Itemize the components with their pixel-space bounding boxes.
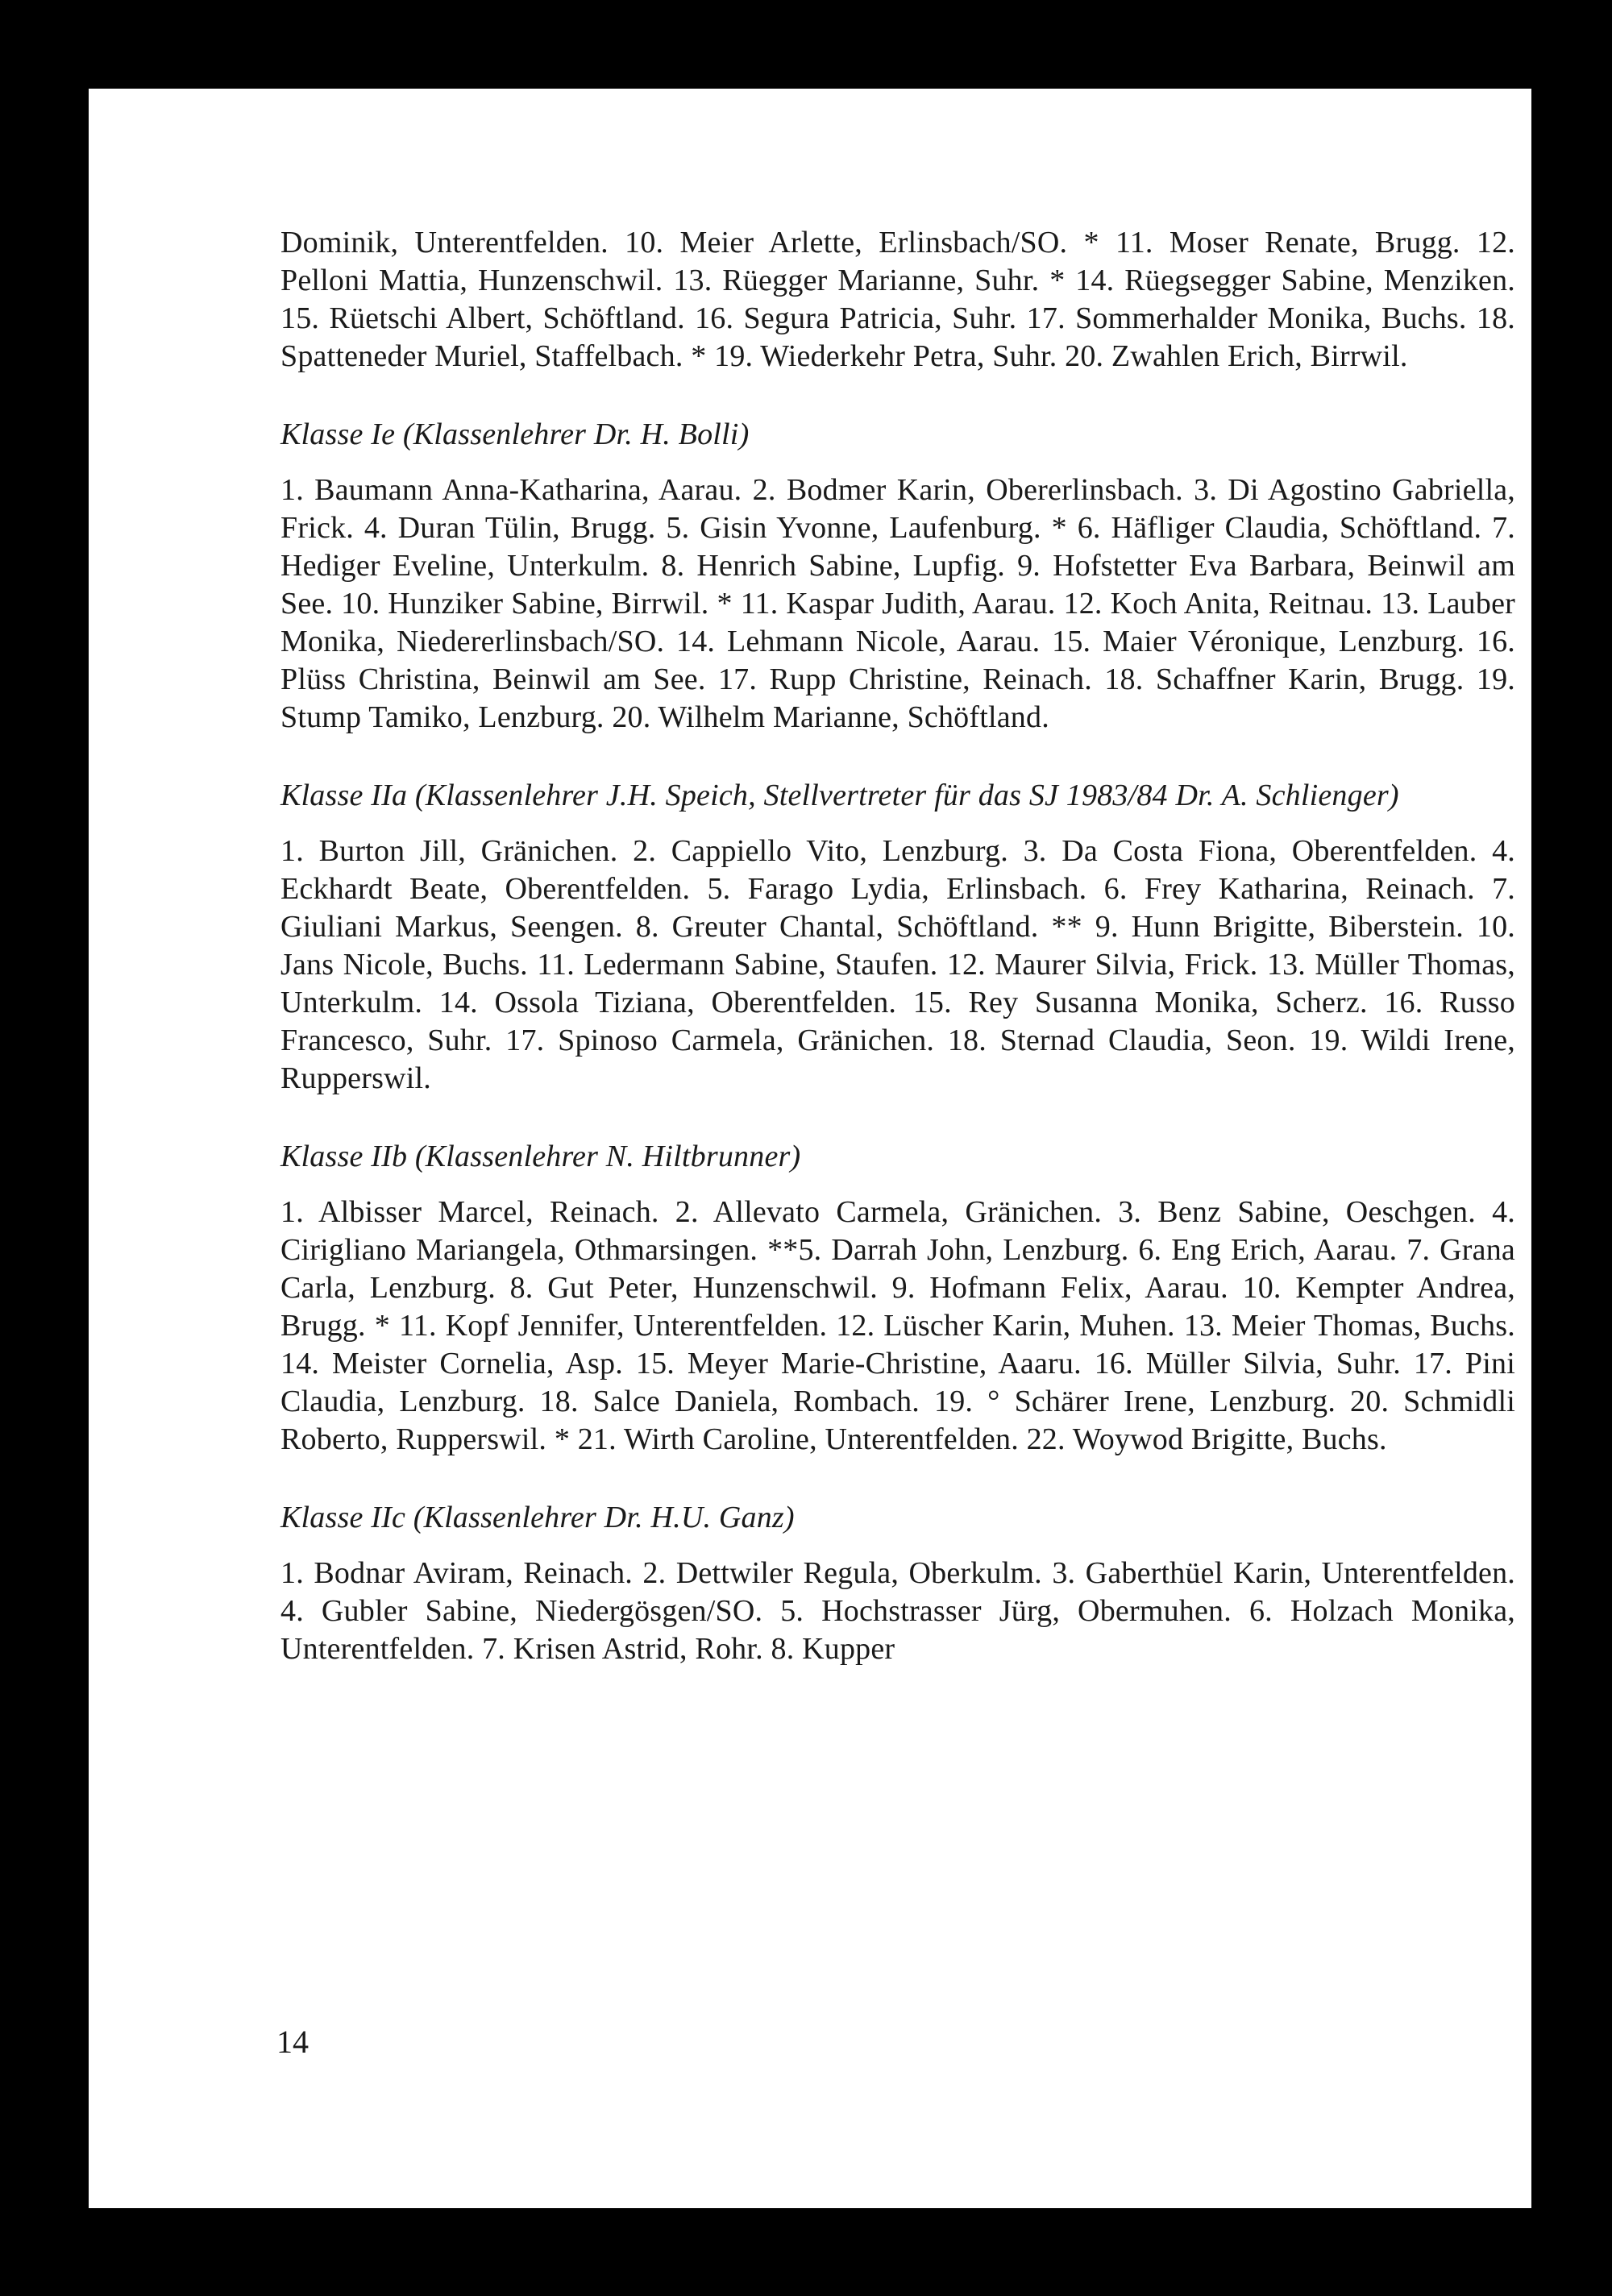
section-klasse-ie: [280, 416, 1515, 737]
page-content: [280, 224, 1515, 1668]
section-klasse-iia: [280, 777, 1515, 1098]
section-heading: Klasse IIb (Klassenlehrer N. Hiltbrunner): [280, 1140, 801, 1173]
intro-paragraph: Dominik, Unterentfelden. 10. Meier Arlette, Erlinsbach/SO. * 11. Moser Renate, Brugg. 12. Pelloni Mattia, Hunzenschwil. 13. Rüegger Marianne, Suhr. * 14. Rüegsegger Sabine, Menziken. 15. Rüetschi Albert, Schöftland. 16. Segura Patricia, Suhr. 17. Sommerhalder Monika, Buchs. 18. Spatteneder Muriel, Staffelbach. * 19. Wiederkehr Petra, Suhr. 20. Zwahlen Erich, Birrwil.: [280, 226, 1515, 373]
page-number: 14: [276, 2024, 309, 2060]
section-heading: Klasse Ie (Klassenlehrer Dr. H. Bolli): [280, 417, 750, 451]
section-paragraph: 1. Baumann Anna-Katharina, Aarau. 2. Bodmer Karin, Obererlinsbach. 3. Di Agostino Gabriella, Frick. 4. Duran Tülin, Brugg. 5. Gisin Yvonne, Laufenburg. * 6. Häfliger Claudia, Schöftland. 7. Hediger Eveline, Unterkulm. 8. Henrich Sabine, Lupfig. 9. Hofstetter Eva Barbara, Beinwil am See. 10. Hunziker Sabine, Birrwil. * 11. Kaspar Judith, Aarau. 12. Koch Anita, Reitnau. 13. Lauber Monika, Niedererlinsbach/SO. 14. Lehmann Nicole, Aarau. 15. Maier Véronique, Lenzburg. 16. Plüss Christina, Beinwil am See. 17. Rupp Christine, Reinach. 18. Schaffner Karin, Brugg. 19. Stump Tamiko, Lenzburg. 20. Wilhelm Marianne, Schöftland.: [280, 473, 1515, 734]
document-page: [89, 89, 1531, 2208]
section-paragraph: 1. Albisser Marcel, Reinach. 2. Allevato Carmela, Gränichen. 3. Benz Sabine, Oeschgen. 4. Cirigliano Mariangela, Othmarsingen. **5. Darrah John, Lenzburg. 6. Eng Erich, Aarau. 7. Grana Carla, Lenzburg. 8. Gut Peter, Hunzenschwil. 9. Hofmann Felix, Aarau. 10. Kempter Andrea, Brugg. * 11. Kopf Jennifer, Unterentfelden. 12. Lüscher Karin, Muhen. 13. Meier Thomas, Buchs. 14. Meister Cornelia, Asp. 15. Meyer Marie-Christine, Aaaru. 16. Müller Silvia, Suhr. 17. Pini Claudia, Lenzburg. 18. Salce Daniela, Rombach. 19. ° Schärer Irene, Lenzburg. 20. Schmidli Roberto, Rupperswil. * 21. Wirth Caroline, Unterentfelden. 22. Woywod Brigitte, Buchs.: [280, 1195, 1515, 1456]
section-paragraph: 1. Burton Jill, Gränichen. 2. Cappiello Vito, Lenzburg. 3. Da Costa Fiona, Oberentfelden. 4. Eckhardt Beate, Oberentfelden. 5. Farago Lydia, Erlinsbach. 6. Frey Katharina, Reinach. 7. Giuliani Markus, Seengen. 8. Greuter Chantal, Schöftland. ** 9. Hunn Brigitte, Biberstein. 10. Jans Nicole, Buchs. 11. Ledermann Sabine, Staufen. 12. Maurer Silvia, Frick. 13. Müller Thomas, Unterkulm. 14. Ossola Tiziana, Oberentfelden. 15. Rey Susanna Monika, Scherz. 16. Russo Francesco, Suhr. 17. Spinoso Carmela, Gränichen. 18. Sternad Claudia, Seon. 19. Wildi Irene, Rupperswil.: [280, 834, 1515, 1095]
section-paragraph: 1. Bodnar Aviram, Reinach. 2. Dettwiler Regula, Oberkulm. 3. Gaberthüel Karin, Unterentfelden. 4. Gubler Sabine, Niedergösgen/SO. 5. Hochstrasser Jürg, Obermuhen. 6. Holzach Monika, Unterentfelden. 7. Krisen Astrid, Rohr. 8. Kupper: [280, 1556, 1515, 1666]
section-klasse-iic: [280, 1499, 1515, 1668]
section-heading: Klasse IIc (Klassenlehrer Dr. H.U. Ganz): [280, 1501, 795, 1534]
section-klasse-iib: [280, 1138, 1515, 1459]
section-heading: Klasse IIa (Klassenlehrer J.H. Speich, Stellvertreter für das SJ 1983/84 Dr. A. Schlienger): [280, 778, 1399, 812]
